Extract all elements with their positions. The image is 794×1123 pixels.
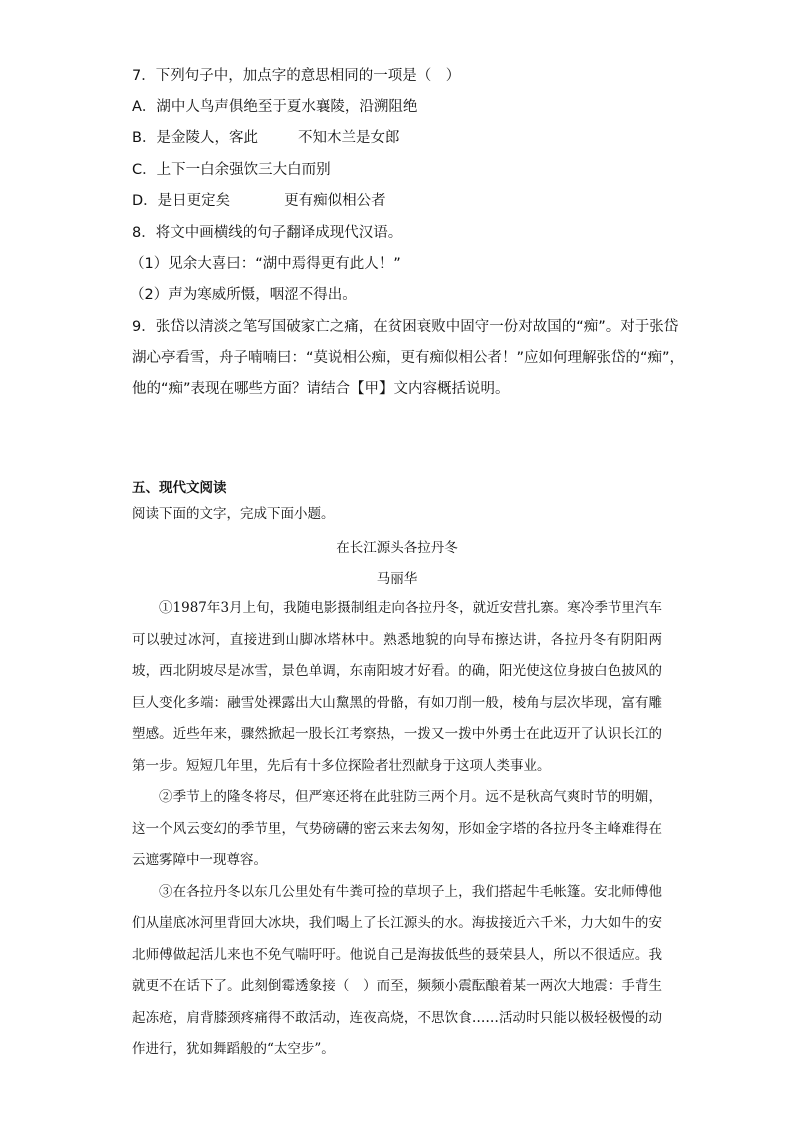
q8-sentence-2: （2）声为寒威所慑，咽涩不得出。 <box>130 287 357 303</box>
q7-option-c: C．上下一白余强饮三大白而别 <box>132 162 331 178</box>
q8-stem: 8．将文中画横线的句子翻译成现代汉语。 <box>132 225 403 241</box>
q7-stem: 7．下列句子中，加点字的意思相同的一项是（ ） <box>132 68 461 84</box>
q9-line-1: 9．张岱以清淡之笔写国破家亡之痛，在贫困衰败中固守一份对故国的“痴”。对于张岱 <box>132 319 679 335</box>
paragraph-2: ②季节上的隆冬将尽，但严寒还将在此驻防三两个月。远不是秋高气爽时节的明媚，这一个风云变幻的季节里，气势磅礴的密云来去匆匆，形如金字塔的各拉丹冬主峰难得在云遮雾障中一现尊容。 <box>132 789 662 868</box>
q9-line-3: 他的“痴”表现在哪些方面？请结合【甲】文内容概括说明。 <box>132 381 510 397</box>
article-title: 在长江源头各拉丹冬 <box>336 540 458 556</box>
q9-line-2: 湖心亭看雪，舟子喃喃曰：“莫说相公痴，更有痴似相公者！”应如何理解张岱的“痴”， <box>132 350 685 366</box>
q7-option-d <box>132 191 386 211</box>
q7-option-d-part1: D．是日更定矣 <box>132 193 231 209</box>
article-author: 马丽华 <box>376 571 418 587</box>
section-heading: 五、现代文阅读 <box>132 480 227 496</box>
article-body <box>132 593 662 1066</box>
q7-option-b-part2: 不知木兰是女郎 <box>297 130 400 146</box>
q7-option-d-part2: 更有痴似相公者 <box>284 193 386 209</box>
section-instruction: 阅读下面的文字，完成下面小题。 <box>132 506 335 522</box>
q7-option-b <box>132 128 399 148</box>
q7-option-b-part1: B．是金陵人，客此 <box>132 130 258 146</box>
q8-sentence-1: （1）见余大喜曰：“湖中焉得更有此人！” <box>130 256 401 272</box>
paragraph-3: ③在各拉丹冬以东几公里处有牛粪可捡的草坝子上，我们搭起牛毛帐篷。安北师傅他们从崖底冰河里背回大冰块，我们喝上了长江源头的水。海拔接近六千米，力大如牛的安北师傅做起活儿来也不免气喘吁吁。他说自己是海拔低些的聂荣县人，所以不很适应。我就更不在话下了。此刻倒霉透象接（ ）而至，频频小震酝酿着某一两次大地震：手背生起冻疮，肩背膝颈疼痛得不敢活动，连夜高烧，不思饮食……活动时只能以极轻极慢的动作进行，犹如舞蹈般的“太空步”。 <box>132 883 662 1057</box>
q7-option-a: A．湖中人鸟声俱绝至于夏水襄陵，沿溯阻绝 <box>132 99 418 115</box>
paragraph-1: ①1987年3月上旬，我随电影摄制组走向各拉丹冬，就近安营扎寨。寒冷季节里汽车可以驶过冰河，直接进到山脚冰塔林中。熟悉地貌的向导布擦达讲，各拉丹冬有阴阳两坡，西北阴坡尽是冰雪，景色单调，东南阳坡才好看。的确，阳光使这位身披白色披风的巨人变化多端：融雪处裸露出大山黧黑的骨骼，有如刀削一般，棱角与层次毕现，富有雕塑感。近些年来，骤然掀起一股长江考察热，一拨又一拨中外勇士在此迈开了认识长江的第一步。短短几年里，先后有十多位探险者壮烈献身于这项人类事业。 <box>132 600 662 774</box>
